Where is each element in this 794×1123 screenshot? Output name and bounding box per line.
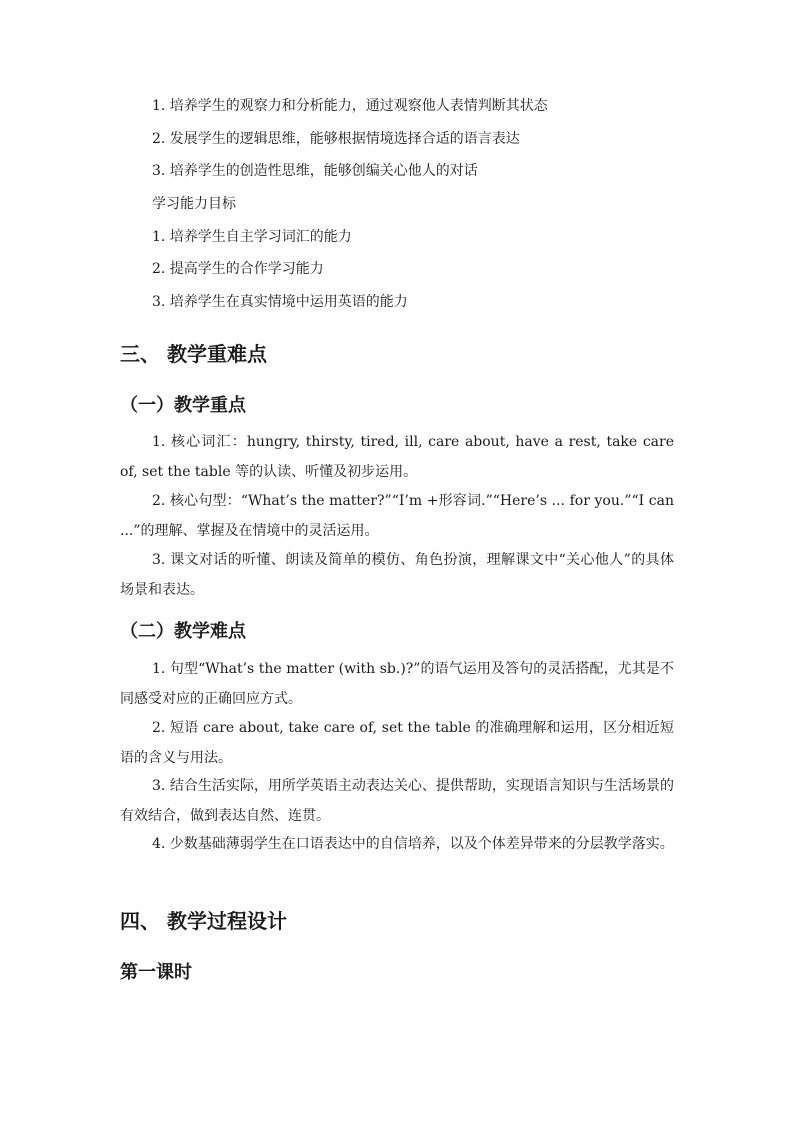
learning-item-2: 2. 提高学生的合作学习能力 bbox=[152, 261, 324, 277]
difficult-point-2: 2. 短语 care about, take care of, set the table 的准确理解和运用，区分相近短语的含义与用法。 bbox=[120, 720, 674, 766]
difficult-point-1: 1. 句型“What’s the matter (with sb.)?”的语气运用及答句的灵活搭配，尤其是不同感受对应的正确回应方式。 bbox=[120, 661, 674, 707]
section-4-title: 四、 教学过程设计 bbox=[120, 909, 287, 933]
key-point-3: 3. 课文对话的听懂、朗读及简单的模仿、角色扮演，理解课文中“关心他人”的具体场景和表达。 bbox=[120, 552, 674, 598]
key-point-1: 1. 核心词汇：hungry, thirsty, tired, ill, care about, have a rest, take care of, set the table 等的认读、听懂及初步运用。 bbox=[120, 434, 674, 480]
key-points-title: （一）教学重点 bbox=[120, 395, 246, 416]
lesson-1-heading: 第一课时 bbox=[120, 962, 192, 983]
learning-item-1: 1. 培养学生自主学习词汇的能力 bbox=[152, 229, 352, 245]
ability-item-3: 3. 培养学生的创造性思维，能够创编关心他人的对话 bbox=[152, 163, 478, 179]
learning-goal-heading: 学习能力目标 bbox=[152, 196, 236, 212]
section-3-title: 三、 教学重难点 bbox=[120, 342, 267, 366]
key-point-2: 2. 核心句型：“What’s the matter?”“I’m +形容词.”“Here’s ... for you.”“I can ...”的理解、掌握及在情境中的灵活运用。 bbox=[120, 493, 674, 539]
learning-item-3: 3. 培养学生在真实情境中运用英语的能力 bbox=[152, 294, 408, 310]
ability-item-2: 2. 发展学生的逻辑思维，能够根据情境选择合适的语言表达 bbox=[152, 131, 520, 147]
ability-item-1: 1. 培养学生的观察力和分析能力，通过观察他人表情判断其状态 bbox=[152, 98, 548, 114]
difficult-points-title: （二）教学难点 bbox=[120, 621, 246, 642]
difficult-point-3: 3. 结合生活实际，用所学英语主动表达关心、提供帮助，实现语言知识与生活场景的有效结合，做到表达自然、连贯。 bbox=[120, 778, 674, 824]
difficult-point-4: 4. 少数基础薄弱学生在口语表达中的自信培养，以及个体差异带来的分层教学落实。 bbox=[152, 836, 674, 852]
